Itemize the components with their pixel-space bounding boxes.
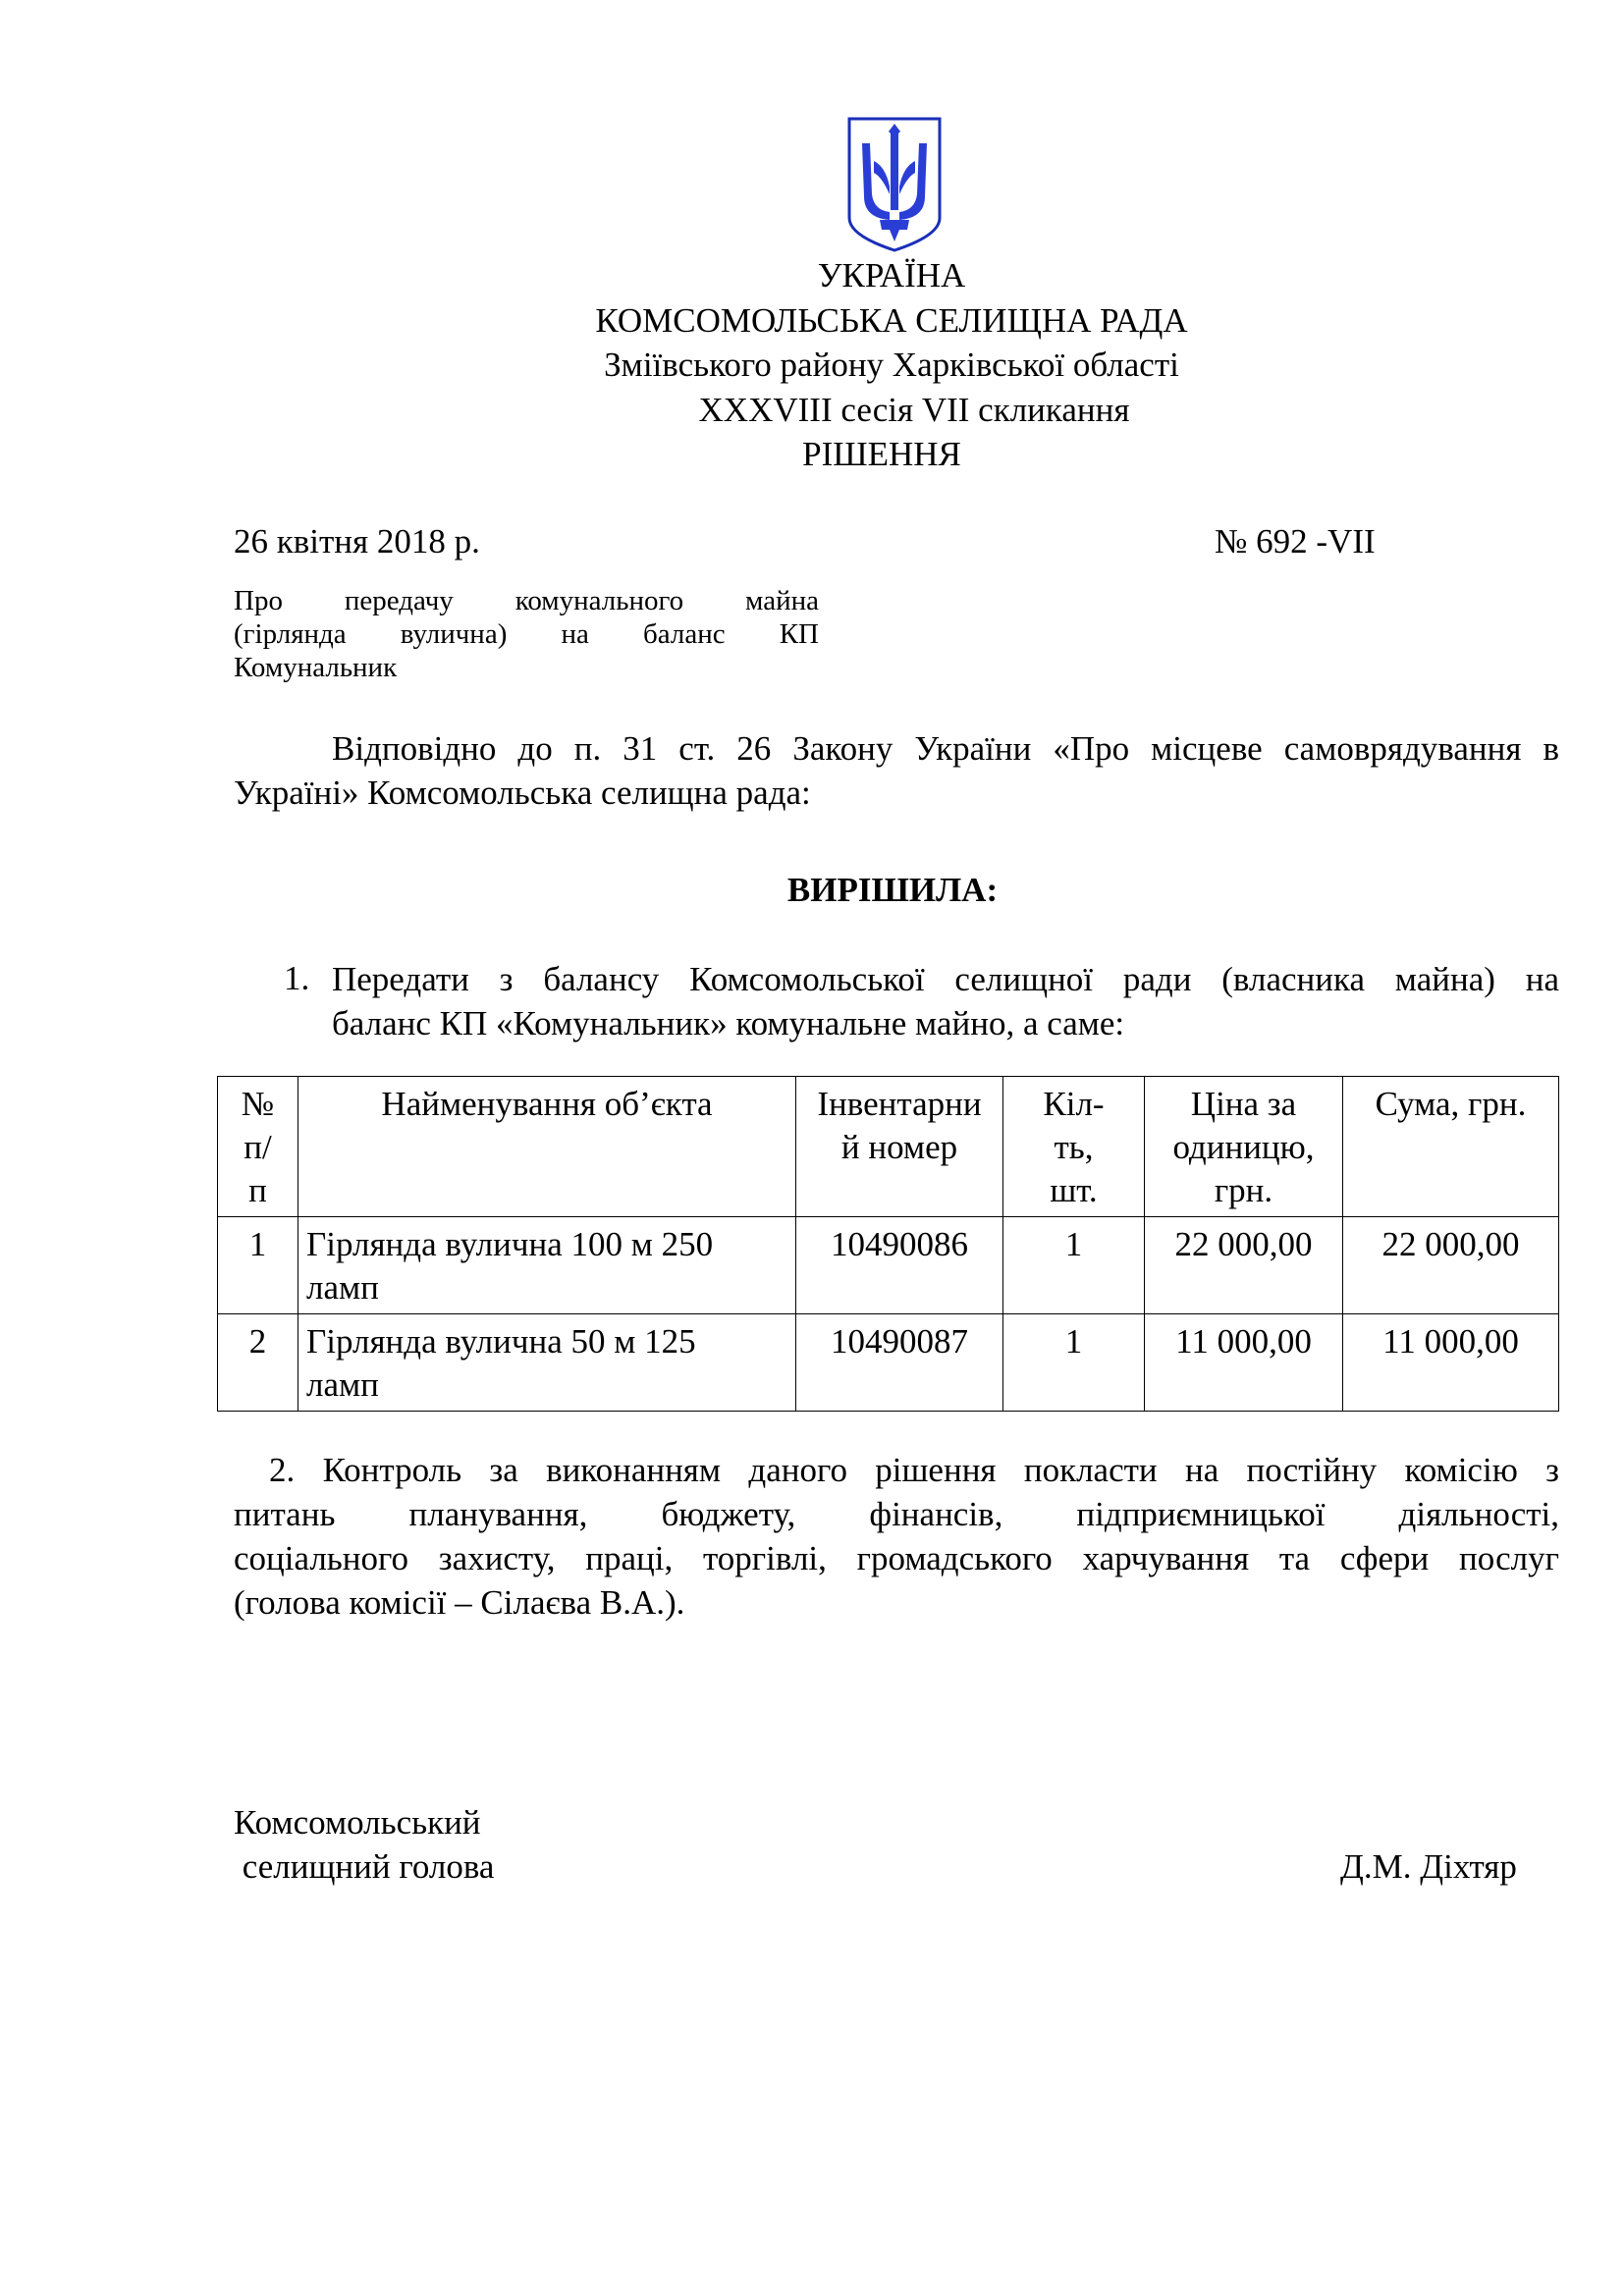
item1-number: 1. <box>284 959 310 997</box>
decision-subject <box>234 584 819 684</box>
col-header-sum: Сума, грн. <box>1343 1077 1559 1217</box>
subject-line: Комунальник <box>234 652 398 683</box>
item1-text <box>332 957 1559 1045</box>
decision-date: 26 квітня 2018 р. <box>234 522 480 561</box>
item1-line: баланс КП «Комунальник» комунальне майно, а саме: <box>332 1004 1125 1042</box>
table-row <box>218 1314 1559 1412</box>
cell-num: 1 <box>218 1217 298 1314</box>
header-region: Зміївського району Харківської області <box>604 346 1179 384</box>
cell-qty: 1 <box>1003 1217 1145 1314</box>
header-council: КОМСОМОЛЬСЬКА СЕЛИЩНА РАДА <box>595 301 1188 340</box>
property-table <box>217 1076 1559 1412</box>
item2-line: (голова комісії – Сілаєва В.А.). <box>234 1583 685 1622</box>
decided-heading: ВИРІШИЛА: <box>786 871 999 909</box>
cell-inventory: 10490086 <box>796 1217 1003 1314</box>
col-header-inventory: Інвентарни й номер <box>796 1077 1003 1217</box>
header-session: XXXVIII сесія VII скликання <box>698 391 1130 429</box>
cell-sum: 11 000,00 <box>1343 1314 1559 1412</box>
preamble <box>234 726 1559 815</box>
cell-name: Гірлянда вулична 100 м 250 ламп <box>298 1217 796 1314</box>
table-header-row <box>218 1077 1559 1217</box>
preamble-line: Відповідно до п. 31 ст. 26 Закону України «Про місцеве самоврядування в <box>332 729 1559 768</box>
preamble-line: Україні» Комсомольська селищна рада: <box>234 774 811 812</box>
col-header-name: Найменування об’єкта <box>298 1077 796 1217</box>
col-header-qty: Кіл- ть, шт. <box>1003 1077 1145 1217</box>
subject-line: (гірлянда вулична) на баланс КП <box>234 618 819 650</box>
coat-of-arms-icon <box>846 116 943 253</box>
col-header-num: № п/ п <box>218 1077 298 1217</box>
table-row <box>218 1217 1559 1314</box>
subject-line: Про передачу комунального майна <box>234 585 819 616</box>
signature-title-line1: Комсомольський <box>234 1803 481 1842</box>
item2-text <box>234 1448 1559 1625</box>
cell-price: 22 000,00 <box>1145 1217 1343 1314</box>
signature-title-line2: селищний голова <box>234 1847 495 1886</box>
cell-num: 2 <box>218 1314 298 1412</box>
col-header-price: Ціна за одиницю, грн. <box>1145 1077 1343 1217</box>
cell-qty: 1 <box>1003 1314 1145 1412</box>
header-doc-type: РІШЕННЯ <box>802 435 961 473</box>
item2-line: питань планування, бюджету, фінансів, підприємницької діяльності, <box>234 1495 1559 1533</box>
cell-price: 11 000,00 <box>1145 1314 1343 1412</box>
item2-line: соціального захисту, праці, торгівлі, громадського харчування та сфери послуг <box>234 1539 1559 1577</box>
item2-line: 2. Контроль за виконанням даного рішення покласти на постійну комісію з <box>269 1451 1559 1489</box>
decision-number: № 692 -VII <box>1215 522 1376 561</box>
header-country: УКРАЇНА <box>817 256 966 294</box>
cell-sum: 22 000,00 <box>1343 1217 1559 1314</box>
cell-name: Гірлянда вулична 50 м 125 ламп <box>298 1314 796 1412</box>
cell-inventory: 10490087 <box>796 1314 1003 1412</box>
signature-name: Д.М. Діхтяр <box>1340 1847 1517 1886</box>
item1-line: Передати з балансу Комсомольської селищної ради (власника майна) на <box>332 960 1559 998</box>
